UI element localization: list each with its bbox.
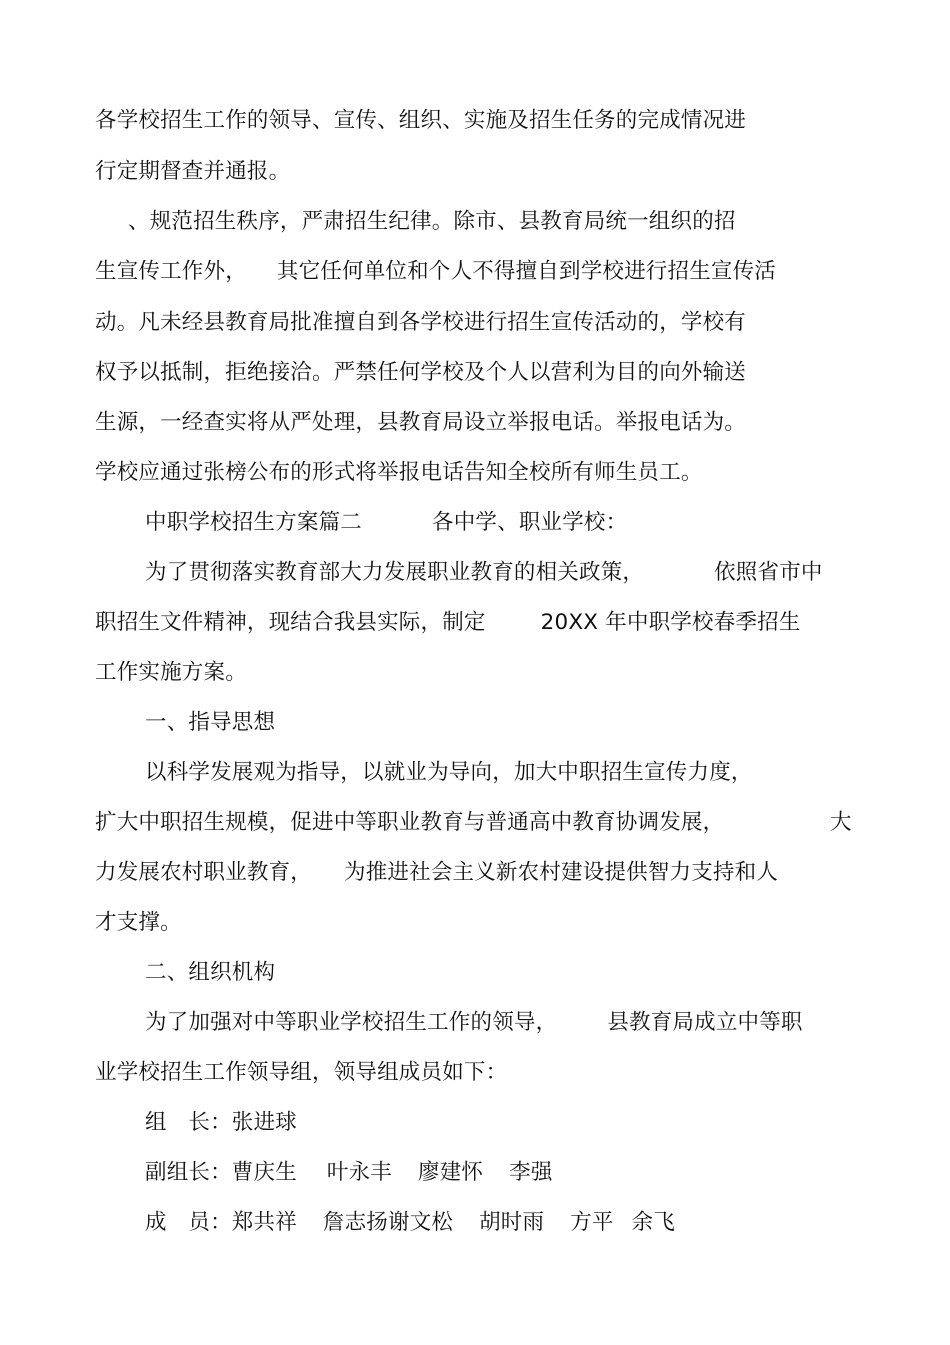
text-line: 职招生文件精神，现结合我县实际，制定 20XX 年中职学校春季招生 (95, 610, 801, 635)
text-line: 权予以抵制，拒绝接洽。严禁任何学校及个人以营利为目的向外输送 (95, 360, 747, 385)
member-line-members: 成 员：郑共祥 詹志扬谢文松 胡时雨 方平 余飞 (145, 1210, 676, 1235)
member-line-leader: 组 长：张进球 (145, 1110, 297, 1135)
text-line: 行定期督查并通报。 (95, 159, 291, 184)
section-heading: 二、组织机构 (145, 960, 276, 985)
text-line: 以科学发展观为指导，以就业为导向，加大中职招生宣传力度， (145, 760, 753, 785)
text-line: 、规范招生秩序，严肃招生纪律。除市、县教育局统一组织的招 (128, 209, 736, 234)
text-line: 动。凡未经县教育局批准擅自到各学校进行招生宣传活动的，学校有 (95, 310, 747, 335)
text-line: 力发展农村职业教育， 为推进社会主义新农村建设提供智力支持和人 (95, 860, 779, 885)
text-line: 工作实施方案。 (95, 660, 247, 685)
text-line: 为了加强对中等职业学校招生工作的领导， 县教育局成立中等职 (145, 1010, 803, 1035)
text-line: 大 (830, 810, 852, 835)
text-line: 生宣传工作外， 其它任何单位和个人不得擅自到学校进行招生宣传活 (95, 259, 777, 284)
text-line: 业学校招生工作领导组，领导组成员如下： (95, 1060, 508, 1085)
member-line-deputy: 副组长：曹庆生 叶永丰 廖建怀 李强 (145, 1160, 553, 1185)
text-line: 才支撑。 (95, 910, 182, 935)
text-line: 为了贯彻落实教育部大力发展职业教育的相关政策， 依照省市中 (145, 560, 823, 585)
text-line: 扩大中职招生规模，促进中等职业教育与普通高中教育协调发展， (95, 810, 725, 835)
text-line: 各学校招生工作的领导、宣传、组织、实施及招生任务的完成情况进 (95, 108, 747, 133)
text-line: 学校应通过张榜公布的形式将举报电话告知全校所有师生员工。 (95, 460, 703, 485)
section-heading: 一、指导思想 (145, 710, 276, 735)
section-heading: 中职学校招生方案篇二 各中学、职业学校： (145, 510, 628, 535)
text-line: 生源，一经查实将从严处理，县教育局设立举报电话。举报电话为。 (95, 410, 747, 435)
